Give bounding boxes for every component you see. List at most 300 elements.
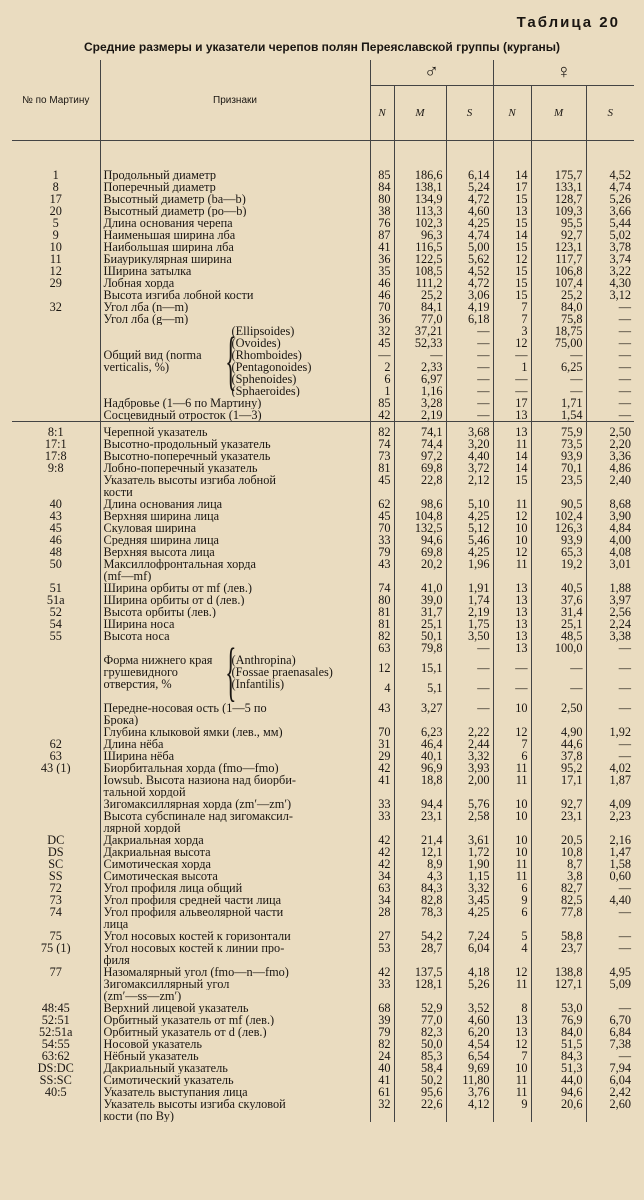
cell-fN: 11 xyxy=(493,762,531,774)
cell-mM: 15,1 xyxy=(394,662,446,682)
table-row xyxy=(12,450,634,462)
cell-mS xyxy=(446,570,493,582)
cell-mS: 4,18 xyxy=(446,966,493,978)
cell-fS: 3,12 xyxy=(609,289,632,301)
cell-fM: 73,5 xyxy=(531,438,586,450)
cell-feature: Ширина носа xyxy=(100,618,370,630)
cell-feature: Передне-носовая ость (1—5 по xyxy=(100,702,370,714)
cell-mN: 24 xyxy=(370,1050,394,1062)
cell-fS: 6,84 xyxy=(609,1026,632,1038)
table-row xyxy=(12,714,634,726)
cell-fS: 2,40 xyxy=(609,474,632,486)
cell-feature: Ширина нёба xyxy=(100,750,370,762)
cell-fS xyxy=(586,990,634,1002)
cell-feature: (mf—mf) xyxy=(100,570,370,582)
cell-fS: 4,09 xyxy=(609,798,632,810)
cell-mS: 6,14 xyxy=(446,141,493,182)
cell-martin-number: 48 xyxy=(12,546,100,558)
cell-fN: 13 xyxy=(493,205,531,217)
cell-feature: Указатель высоты изгиба лобной xyxy=(100,474,370,486)
cell-martin-number: 32 xyxy=(12,301,100,313)
cell-mN: 35 xyxy=(370,265,394,277)
cell-martin-number: DS:DC xyxy=(12,1062,100,1074)
cell-martin-number: 75 xyxy=(12,930,100,942)
group-item: (Ovoides) xyxy=(231,336,281,350)
cell-fM: — xyxy=(531,349,586,361)
header-male: ♂ xyxy=(370,60,493,86)
cell-mN: 79 xyxy=(370,1026,394,1038)
cell-fN: 13 xyxy=(493,594,531,606)
cell-fN: 13 xyxy=(493,409,531,422)
cell-feature: Дакриальная хорда xyxy=(100,834,370,846)
cell-mM: 22,6 xyxy=(394,1098,446,1110)
table-row xyxy=(12,810,634,822)
table-row xyxy=(12,181,634,193)
cell-mM: 2,19 xyxy=(394,409,446,422)
cell-fS: 5,44 xyxy=(609,217,632,229)
cell-mN: 81 xyxy=(370,606,394,618)
cell-fS: — xyxy=(618,642,632,655)
table-row xyxy=(12,966,634,978)
cell-mN: 70 xyxy=(370,726,394,738)
cell-mM: 84,1 xyxy=(394,301,446,313)
cell-fN: 3 xyxy=(493,325,531,337)
cell-fN: 11 xyxy=(493,558,531,570)
cell-mM xyxy=(394,918,446,930)
cell-martin-number: 29 xyxy=(12,277,100,289)
cell-fS: — xyxy=(618,882,632,894)
cell-mN xyxy=(370,918,394,930)
cell-mS: 7,24 xyxy=(446,930,493,942)
cell-feature: Высота орбиты (лев.) xyxy=(100,606,370,618)
cell-mS xyxy=(446,954,493,966)
table-number: Таблица 20 xyxy=(516,14,620,31)
cell-fN: 15 xyxy=(493,277,531,289)
cell-mN: 34 xyxy=(370,894,394,906)
cell-fN: 10 xyxy=(493,534,531,546)
cell-fM: 23,1 xyxy=(531,810,586,822)
cell-fN: 6 xyxy=(493,906,531,918)
cell-fS: 5,02 xyxy=(609,229,632,241)
cell-feature: Глубина клыковой ямки (лев., мм) xyxy=(100,726,370,738)
cell-fS: 2,20 xyxy=(609,438,632,450)
cell-martin-number: 8:1 xyxy=(12,422,100,439)
cell-mM: 39,0 xyxy=(394,594,446,606)
cell-mS: 4,60 xyxy=(446,205,493,217)
cell-mN: 62 xyxy=(370,498,394,510)
cell-mS xyxy=(446,822,493,834)
table-row xyxy=(12,918,634,930)
cell-fS: 4,86 xyxy=(609,462,632,474)
table-row xyxy=(12,534,634,546)
cell-fM: 2,50 xyxy=(531,702,586,714)
cell-mS: — xyxy=(446,385,493,397)
cell-feature: Длина нёба xyxy=(100,738,370,750)
table-row xyxy=(12,762,634,774)
cell-fM: 70,1 xyxy=(531,462,586,474)
cell-mS: 3,45 xyxy=(446,894,493,906)
cell-fM: 25,2 xyxy=(531,289,586,301)
cell-fM: 127,1 xyxy=(531,978,586,990)
cell-fM: 1,71 xyxy=(531,397,586,409)
table-row xyxy=(12,409,634,422)
cell-martin-number: 5 xyxy=(12,217,100,229)
cell-mS: 1,75 xyxy=(446,618,493,630)
cell-fN: 11 xyxy=(493,870,531,882)
table-row xyxy=(12,738,634,750)
cell-mM: 186,6 xyxy=(394,141,446,182)
cell-mM: 50,0 xyxy=(394,1038,446,1050)
cell-fN: 14 xyxy=(493,229,531,241)
cell-fN: 12 xyxy=(493,337,531,349)
cell-fN: 15 xyxy=(493,217,531,229)
cell-fS: — xyxy=(618,750,632,762)
cell-mS: 4,74 xyxy=(446,229,493,241)
cell-mS: 3,32 xyxy=(446,882,493,894)
cell-mM: 25,2 xyxy=(394,289,446,301)
header-male-s: S xyxy=(446,86,493,141)
cell-fM: 77,8 xyxy=(531,906,586,918)
cell-mM: 58,4 xyxy=(394,1062,446,1074)
cell-martin-number xyxy=(12,978,100,990)
cell-mN: 33 xyxy=(370,534,394,546)
cell-mN: 33 xyxy=(370,798,394,810)
cell-martin-number: 40 xyxy=(12,498,100,510)
table-row xyxy=(12,1098,634,1110)
cell-mM xyxy=(394,786,446,798)
cell-fN xyxy=(493,990,531,1002)
cell-feature: Лобная хорда xyxy=(100,277,370,289)
cell-martin-number: 40:5 xyxy=(12,1086,100,1098)
table-row xyxy=(12,522,634,534)
cell-fN xyxy=(493,570,531,582)
table-row xyxy=(12,930,634,942)
cell-fM: 8,7 xyxy=(531,858,586,870)
cell-feature: Указатель выступания лица xyxy=(100,1086,370,1098)
cell-fN xyxy=(493,786,531,798)
cell-fN: 14 xyxy=(493,450,531,462)
cell-fM: 92,7 xyxy=(531,798,586,810)
cell-mM: — xyxy=(394,349,446,361)
cell-feature: Брока) xyxy=(100,714,370,726)
cell-fN: 5 xyxy=(493,930,531,942)
cell-martin-number: 17:1 xyxy=(12,438,100,450)
cell-mN: 42 xyxy=(370,409,394,422)
cell-fS: 4,52 xyxy=(609,168,632,181)
cell-fN: 10 xyxy=(493,1062,531,1074)
cell-martin-number: 17:8 xyxy=(12,450,100,462)
cell-mS xyxy=(446,486,493,498)
cell-fN: 13 xyxy=(493,1014,531,1026)
cell-mS: 5,62 xyxy=(446,253,493,265)
cell-fS: 7,94 xyxy=(609,1062,632,1074)
cell-mS: 5,12 xyxy=(446,522,493,534)
cell-feature: Симотическая высота xyxy=(100,870,370,882)
cell-martin-number: 54 xyxy=(12,618,100,630)
cell-martin-number: 72 xyxy=(12,882,100,894)
table-row xyxy=(12,858,634,870)
cell-mS: — xyxy=(446,373,493,385)
cell-martin-number: 73 xyxy=(12,894,100,906)
cell-fM: 109,3 xyxy=(531,205,586,217)
cell-fM: 31,4 xyxy=(531,606,586,618)
cell-mM: 77,0 xyxy=(394,1014,446,1026)
cell-feature: Верхняя ширина лица xyxy=(100,510,370,522)
cell-fS: 1,88 xyxy=(609,582,632,594)
table-row xyxy=(12,786,634,798)
cell-mS: 1,72 xyxy=(446,846,493,858)
cell-fS xyxy=(586,570,634,582)
cell-mM: 134,9 xyxy=(394,193,446,205)
table-row xyxy=(12,546,634,558)
cell-feature: Угол профиля лица общий xyxy=(100,882,370,894)
table-row xyxy=(12,474,634,486)
cell-fN: 11 xyxy=(493,1074,531,1086)
cell-mS xyxy=(446,918,493,930)
cell-fM: 175,7 xyxy=(531,141,586,182)
cell-martin-number: SS:SC xyxy=(12,1074,100,1086)
cell-martin-number: 48:45 xyxy=(12,1002,100,1014)
group-item: (Sphenoides) xyxy=(231,372,297,386)
cell-mN: 61 xyxy=(370,1086,394,1098)
cell-mN: 81 xyxy=(370,618,394,630)
cell-feature: Высота носа xyxy=(100,630,370,642)
cell-fM: 93,9 xyxy=(531,534,586,546)
cell-mM: 40,1 xyxy=(394,750,446,762)
cell-fS: 6,70 xyxy=(609,1014,632,1026)
cell-feature: Дакриальная высота xyxy=(100,846,370,858)
section-indices xyxy=(12,422,634,1123)
cell-fS: — xyxy=(618,373,632,385)
cell-mN: 41 xyxy=(370,774,394,786)
cell-feature: Угол профиля средней части лица xyxy=(100,894,370,906)
table-row xyxy=(12,422,634,439)
cell-fN: 7 xyxy=(493,301,531,313)
cell-fM: 95,2 xyxy=(531,762,586,774)
cell-fM: 84,0 xyxy=(531,1026,586,1038)
cell-fS: 4,30 xyxy=(609,277,632,289)
cell-fM: — xyxy=(531,385,586,397)
table-row xyxy=(12,618,634,630)
cell-fM: 95,5 xyxy=(531,217,586,229)
cell-fS: — xyxy=(618,942,632,954)
cell-feature: Высота изгиба лобной кости xyxy=(100,289,370,301)
cell-fS: 2,56 xyxy=(609,606,632,618)
cell-feature: Угол лба (g—m) xyxy=(100,313,370,325)
table-row xyxy=(12,1062,634,1074)
cell-fN xyxy=(493,954,531,966)
cell-feature: Высота субспинале над зигомаксил- xyxy=(100,810,370,822)
table-row xyxy=(12,906,634,918)
cell-fN: 13 xyxy=(493,606,531,618)
table-row xyxy=(12,1026,634,1038)
cell-feature: Высотный диаметр (po—b) xyxy=(100,205,370,217)
table-row xyxy=(12,438,634,450)
cell-mS: 6,18 xyxy=(446,313,493,325)
cell-mM: 8,9 xyxy=(394,858,446,870)
cell-fS: 3,97 xyxy=(609,594,632,606)
cell-fS: 7,38 xyxy=(609,1038,632,1050)
table-row xyxy=(12,642,634,662)
cell-fN: 13 xyxy=(493,582,531,594)
cell-mM: 69,8 xyxy=(394,546,446,558)
cell-mS xyxy=(446,1110,493,1122)
cell-mS: 4,25 xyxy=(446,510,493,522)
cell-fN: — xyxy=(493,682,531,702)
cell-fM: 65,3 xyxy=(531,546,586,558)
cell-mS: 5,26 xyxy=(446,978,493,990)
cell-mS: 5,46 xyxy=(446,534,493,546)
cell-fN: 13 xyxy=(493,630,531,642)
cell-mM: 41,0 xyxy=(394,582,446,594)
cell-fS: 2,16 xyxy=(609,834,632,846)
cell-martin-number xyxy=(12,798,100,810)
cell-martin-number xyxy=(12,810,100,822)
cell-feature-group xyxy=(100,642,370,702)
cell-martin-number xyxy=(12,642,100,702)
table-row xyxy=(12,774,634,786)
cell-mM: 4,3 xyxy=(394,870,446,882)
cell-fN: 4 xyxy=(493,942,531,954)
cell-fM: 82,7 xyxy=(531,882,586,894)
cell-mM: 54,2 xyxy=(394,930,446,942)
cell-mS: — xyxy=(446,702,493,714)
cell-martin-number: 12 xyxy=(12,265,100,277)
cell-mN: 2 xyxy=(370,361,394,373)
cell-fN xyxy=(493,918,531,930)
cell-fN: 13 xyxy=(493,618,531,630)
table-row xyxy=(12,462,634,474)
cell-feature: кости xyxy=(100,486,370,498)
cell-mN xyxy=(370,954,394,966)
cell-mN: 43 xyxy=(370,702,394,714)
cell-mN: 80 xyxy=(370,594,394,606)
cell-martin-number xyxy=(12,954,100,966)
cell-mS: 5,10 xyxy=(446,498,493,510)
cell-martin-number: 1 xyxy=(12,141,100,182)
header-male-m: M xyxy=(394,86,446,141)
cell-fN: 7 xyxy=(493,313,531,325)
cell-mS: 4,60 xyxy=(446,1014,493,1026)
table-row xyxy=(12,1014,634,1026)
cell-fS: 3,66 xyxy=(609,205,632,217)
cell-feature: (zm′—ss—zm′) xyxy=(100,990,370,1002)
cell-fS: 0,60 xyxy=(609,870,632,882)
cell-fM: 128,7 xyxy=(531,193,586,205)
cell-fS: 3,36 xyxy=(609,450,632,462)
cell-fS: — xyxy=(618,662,632,675)
cell-mM: 25,1 xyxy=(394,618,446,630)
cell-mS: 4,40 xyxy=(446,450,493,462)
cell-martin-number xyxy=(12,714,100,726)
cell-fM: 37,8 xyxy=(531,750,586,762)
cell-fM xyxy=(531,570,586,582)
cell-fS: 4,74 xyxy=(609,181,632,193)
cell-fS: 3,78 xyxy=(609,241,632,253)
cell-mM: 96,9 xyxy=(394,762,446,774)
cell-fN: 10 xyxy=(493,798,531,810)
cell-mS: 2,22 xyxy=(446,726,493,738)
cell-feature-group xyxy=(100,325,370,397)
table-row xyxy=(12,942,634,954)
cell-martin-number xyxy=(12,409,100,422)
cell-mS: 6,54 xyxy=(446,1050,493,1062)
table-caption: Средние размеры и указатели черепов полян Переяславской группы (курганы) xyxy=(83,40,561,54)
cell-feature: Симотический указатель xyxy=(100,1074,370,1086)
cell-mS: 4,54 xyxy=(446,1038,493,1050)
cell-fS: — xyxy=(618,1002,632,1014)
cell-fS: 3,38 xyxy=(609,630,632,642)
cell-mS: 3,76 xyxy=(446,1086,493,1098)
cell-fN: 6 xyxy=(493,882,531,894)
cell-fM: 4,90 xyxy=(531,726,586,738)
cell-feature: Угол носовых костей к горизонтали xyxy=(100,930,370,942)
cell-fN: 15 xyxy=(493,474,531,486)
cell-feature: кости (по Ву) xyxy=(100,1110,370,1122)
cell-feature: Лобно-поперечный указатель xyxy=(100,462,370,474)
table-row xyxy=(12,894,634,906)
cell-mM: 23,1 xyxy=(394,810,446,822)
table-row xyxy=(12,702,634,714)
cell-feature: Сосцевидный отросток (1—3) xyxy=(100,409,370,422)
cell-mS: 2,12 xyxy=(446,474,493,486)
cell-fS: 2,60 xyxy=(609,1098,632,1110)
cell-fN: 12 xyxy=(493,1038,531,1050)
cell-fS: 3,90 xyxy=(609,510,632,522)
table-row xyxy=(12,1050,634,1062)
cell-mN: 32 xyxy=(370,1098,394,1110)
table-row xyxy=(12,253,634,265)
cell-fS: — xyxy=(618,325,632,337)
cell-fS: 2,42 xyxy=(609,1086,632,1098)
cell-mM xyxy=(394,954,446,966)
cell-mS: 1,96 xyxy=(446,558,493,570)
cell-fS: 1,92 xyxy=(609,726,632,738)
cell-fM: 123,1 xyxy=(531,241,586,253)
cell-fM: 100,0 xyxy=(531,642,586,662)
cell-mS: 3,61 xyxy=(446,834,493,846)
cell-mM: 111,2 xyxy=(394,277,446,289)
cell-fM: 58,8 xyxy=(531,930,586,942)
cell-fN: — xyxy=(493,662,531,682)
cell-fM: 102,4 xyxy=(531,510,586,522)
cell-fM xyxy=(531,990,586,1002)
cell-mS: 6,20 xyxy=(446,1026,493,1038)
table-row xyxy=(12,978,634,990)
cell-fN: 14 xyxy=(493,141,531,182)
cell-mM: 82,3 xyxy=(394,1026,446,1038)
cell-mM: 78,3 xyxy=(394,906,446,918)
cell-mS: 5,24 xyxy=(446,181,493,193)
cell-mN xyxy=(370,990,394,1002)
cell-mN: 76 xyxy=(370,217,394,229)
header-female-n: N xyxy=(493,86,531,141)
cell-mS xyxy=(446,786,493,798)
table-row xyxy=(12,870,634,882)
cell-fS: 3,22 xyxy=(609,265,632,277)
cell-feature: филя xyxy=(100,954,370,966)
cell-mM: 1,16 xyxy=(394,385,446,397)
table-row xyxy=(12,798,634,810)
cell-fM: 106,8 xyxy=(531,265,586,277)
data-table xyxy=(12,60,634,1122)
cell-mM: 132,5 xyxy=(394,522,446,534)
cell-fS: — xyxy=(618,906,632,918)
cell-mM: 85,3 xyxy=(394,1050,446,1062)
cell-fM xyxy=(531,954,586,966)
cell-fS xyxy=(586,1110,634,1122)
cell-fS: 1,58 xyxy=(609,858,632,870)
